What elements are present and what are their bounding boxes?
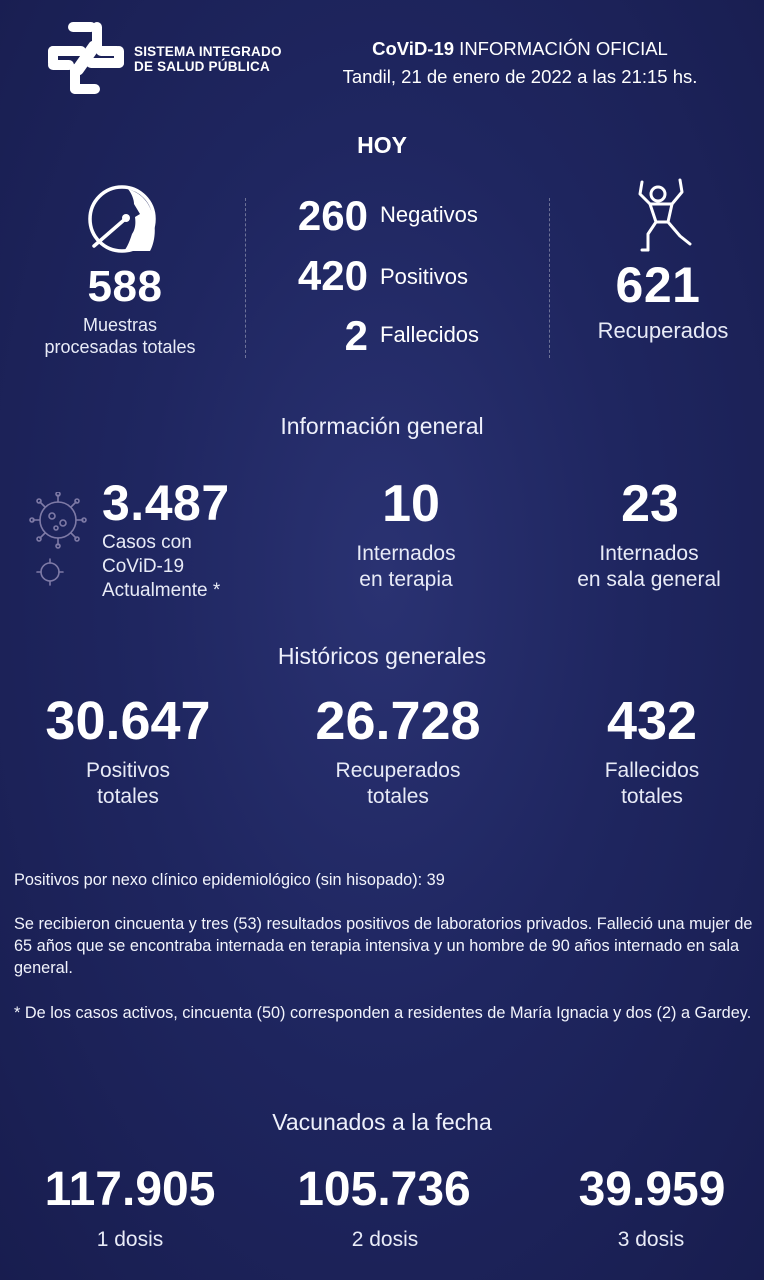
divider-right [549,198,550,358]
positives-label: Positivos [380,264,469,289]
recovered-today-label: Recuperados [597,318,729,343]
positives-value: 420 [297,252,368,299]
cheering-person-icon [634,178,696,254]
dose1-label: 1 dosis [96,1228,164,1251]
general-title: Información general [280,413,484,439]
note-footnote: * De los casos activos, cincuenta (50) corresponden a residentes de María Ignacia y dos (2) a Gardey. [14,1004,752,1022]
ward-value: 23 [621,475,679,533]
org-name [134,44,282,74]
dose2-label: 2 dosis [351,1228,419,1251]
dose2-value: 105.736 [297,1163,471,1216]
historic-deceased-label [552,758,752,810]
deceased-today-label: Fallecidos [380,322,480,347]
report-date: Tandil, 21 de enero de 2022 a las 21:15 hs. [342,66,698,87]
historic-positives-label-line1: Positivos [85,759,171,782]
historic-deceased-label-line2: totales [621,785,683,808]
historic-positives-value: 30.647 [45,691,211,751]
nasal-swab-icon [88,184,162,254]
dose3-label: 3 dosis [617,1228,685,1251]
vaccines-title: Vacunados a la fecha [272,1109,492,1135]
active-cases-label-line3: Actualmente * [102,580,221,601]
report-title-bold: CoViD-19 [372,38,455,59]
org-name-line1: SISTEMA INTEGRADO [134,44,282,59]
deceased-today-value: 2 [344,312,368,359]
ward-label-line2: en sala general [577,568,721,591]
historic-recovered-label-line1: Recuperados [335,759,461,782]
samples-value: 588 [87,262,163,311]
icu-label [301,541,511,593]
historic-title: Históricos generales [277,643,487,669]
historic-deceased-label-line1: Fallecidos [604,759,700,782]
icu-label-line2: en terapia [359,568,453,591]
samples-label [20,314,220,358]
ward-label-line1: Internados [599,542,699,565]
note-nexus: Positivos por nexo clínico epidemiológico (sin hisopado): 39 [14,871,445,889]
dose3-value: 39.959 [578,1163,726,1216]
org-name-line2: DE SALUD PÚBLICA [134,59,270,74]
report-title-rest: INFORMACIÓN OFICIAL [454,38,668,59]
active-cases-label-line1: Casos con [102,532,192,553]
samples-label-line1: Muestras [82,315,158,335]
recovered-today-value: 621 [615,257,701,313]
dose1-value: 117.905 [44,1163,216,1216]
historic-recovered-label [298,758,498,810]
virus-icon [28,492,90,588]
negatives-label: Negativos [380,202,478,227]
active-cases-label-line2: CoViD-19 [102,556,185,577]
historic-recovered-label-line2: totales [367,785,429,808]
active-cases-value: 3.487 [102,475,230,531]
today-title: HOY [357,132,407,158]
negatives-value: 260 [297,192,368,239]
historic-positives-label [28,758,228,810]
report-header [320,35,720,91]
report-title [320,35,720,63]
historic-positives-label-line2: totales [97,785,159,808]
icu-label-line1: Internados [356,542,456,565]
ward-label [544,541,754,593]
icu-value: 10 [382,475,440,533]
note-labs: Se recibieron cincuenta y tres (53) resultados positivos de laboratorios privados. Falleció una mujer de 65 años que se encontraba internada en terapia intensiva y un hombre de 90 años internado en sala general. [14,915,753,977]
sisp-logo-icon [44,18,128,98]
historic-deceased-value: 432 [606,691,698,751]
samples-label-line2: procesadas totales [44,337,196,357]
historic-recovered-value: 26.728 [315,691,481,751]
active-cases-label [102,531,272,603]
